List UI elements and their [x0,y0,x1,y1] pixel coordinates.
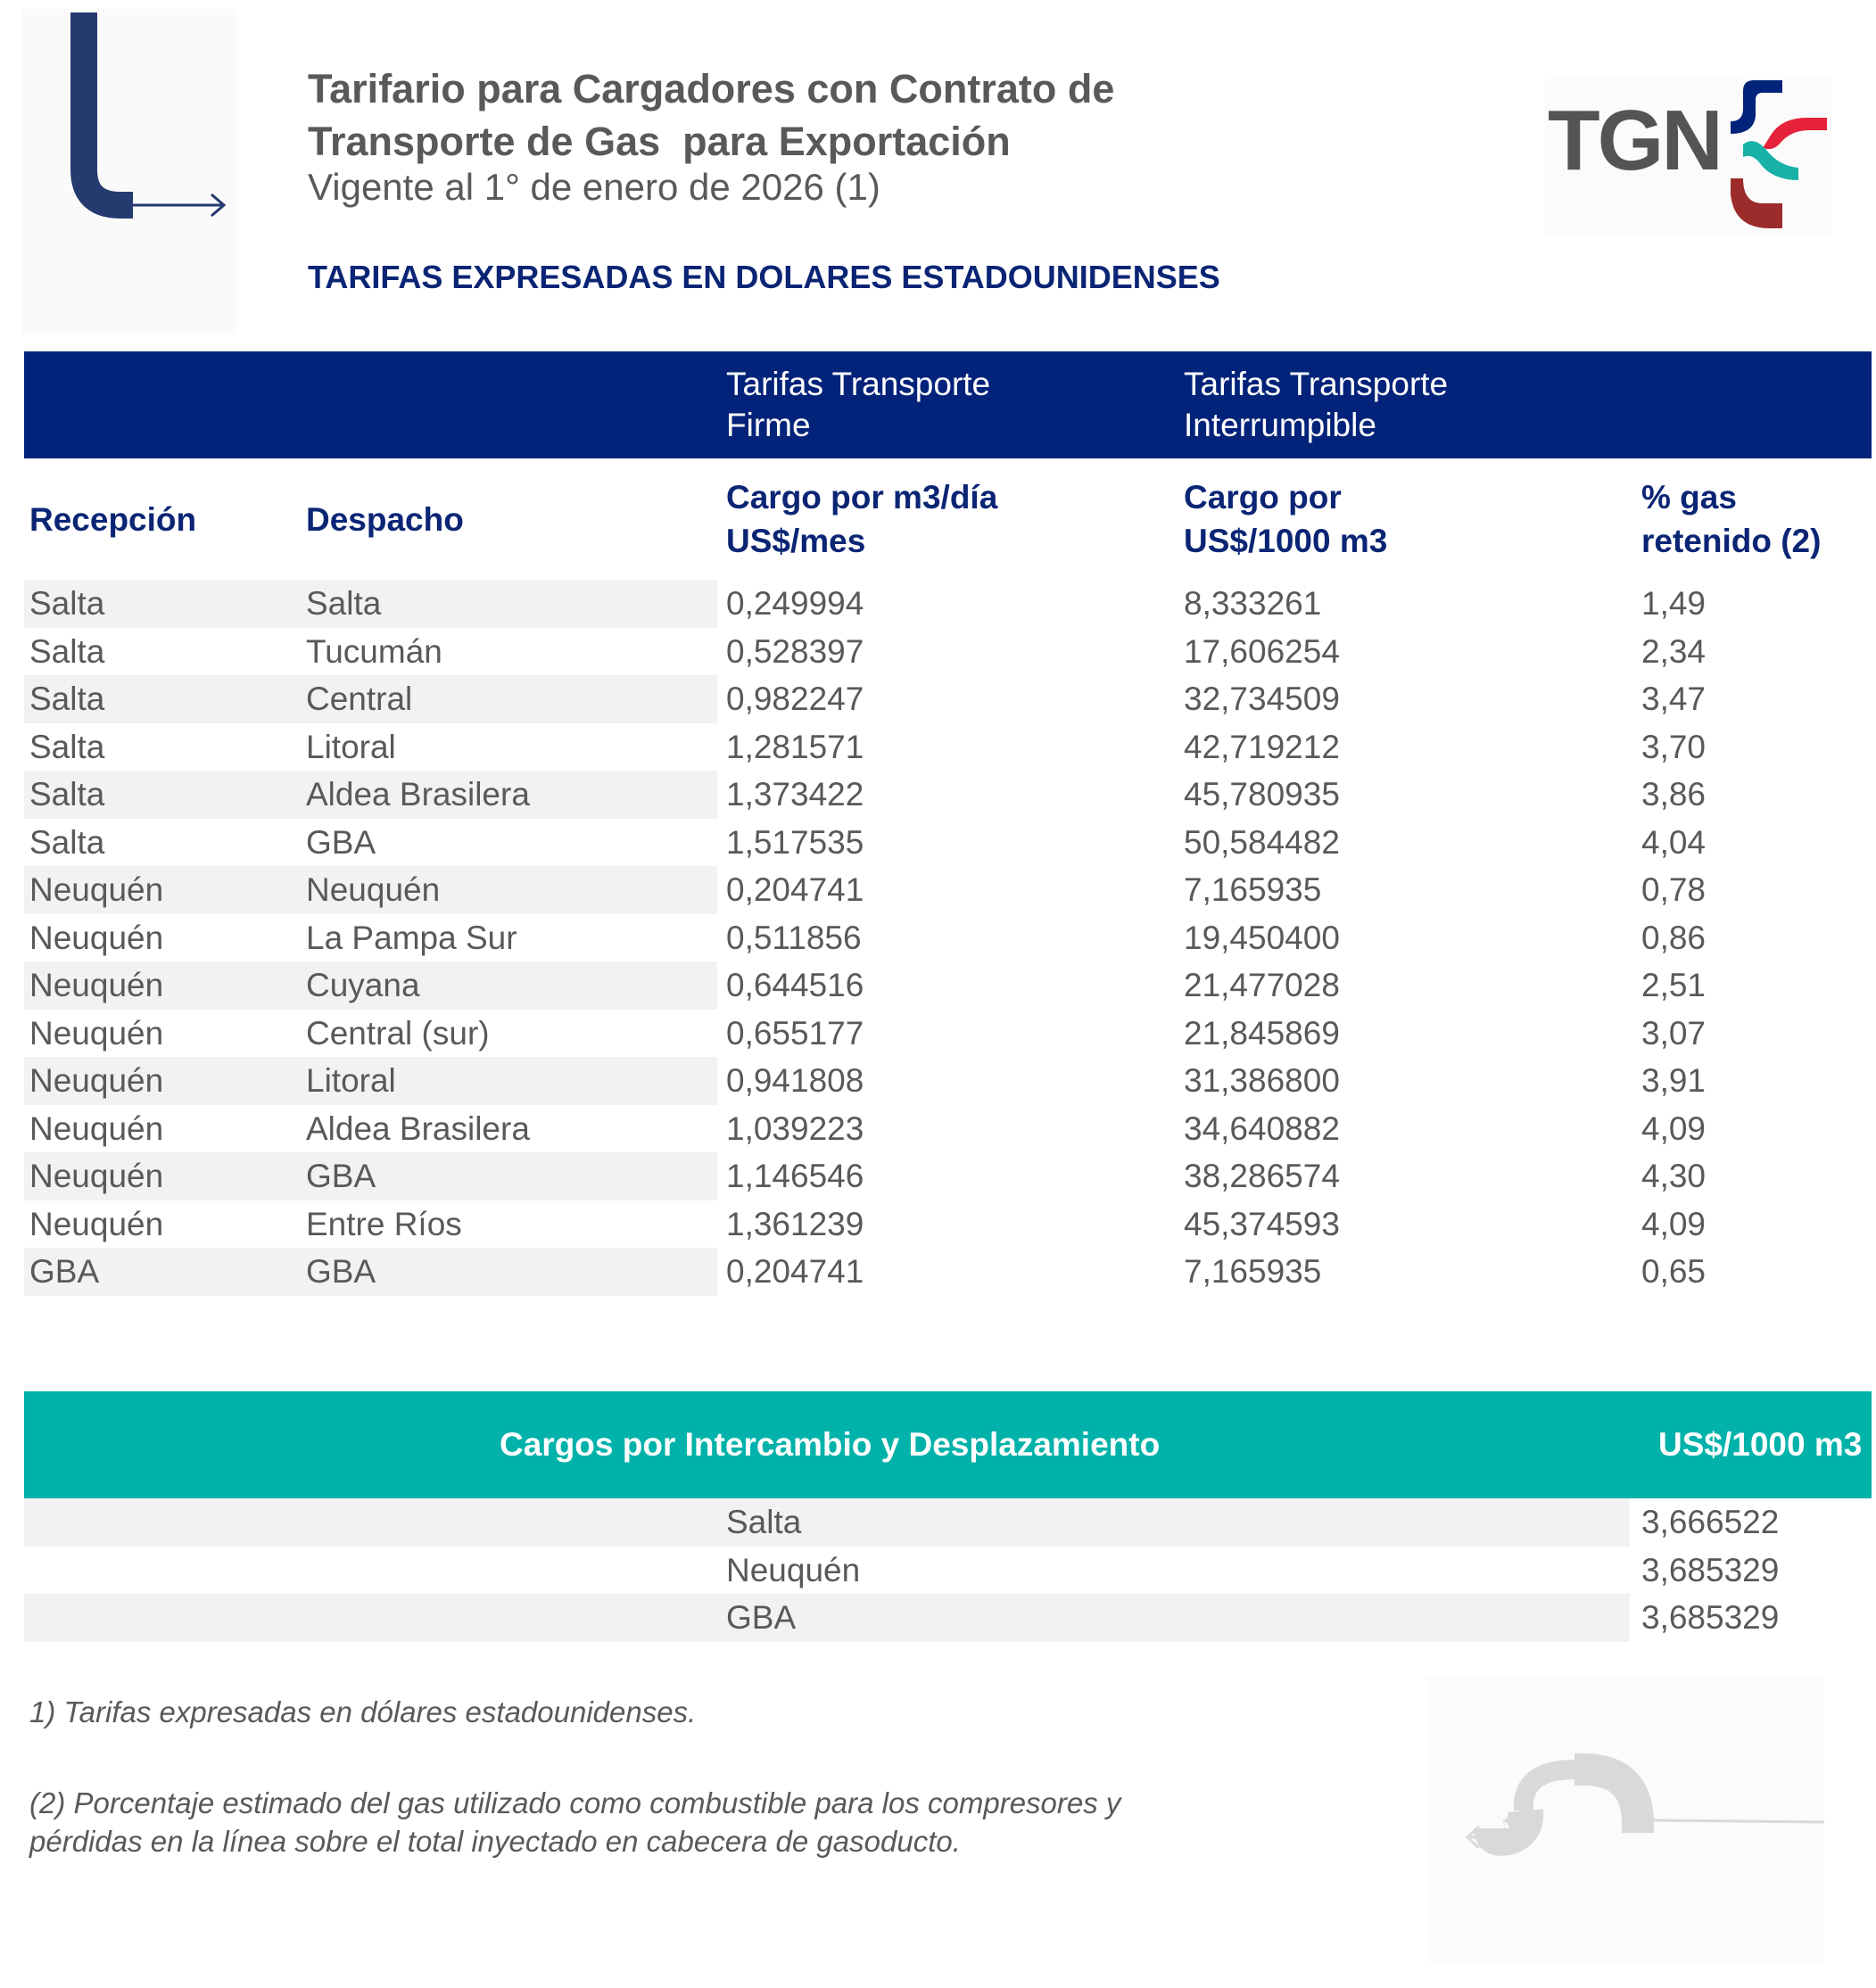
cell-despacho: Entre Ríos [306,1206,462,1242]
tariffs-group-header [24,351,1872,458]
logo-mark-icon [1727,78,1832,235]
cell-cargo-firme: 0,655177 [726,1015,864,1052]
interrumpible-group-header [1184,364,1448,446]
cell-gas-retenido: 3,70 [1641,729,1707,765]
table-row [24,819,1872,867]
cargo-firme-line1: Cargo por m3/día [726,479,998,516]
column-header-gas-retenido [1641,475,1821,563]
firme-header-line1: Tarifas Transporte [726,366,991,402]
cell-cargo-interrumpible: 45,780935 [1184,776,1340,813]
cell-despacho: La Pampa Sur [306,920,517,956]
cell-cargo-interrumpible: 38,286574 [1184,1158,1340,1194]
cell-recepcion: Neuquén [29,920,164,956]
cell-despacho: Cuyana [306,967,420,1003]
cell-recepcion: Neuquén [29,1206,164,1242]
table-row [24,1057,1872,1105]
cell-gas-retenido: 4,09 [1641,1206,1707,1242]
table-row [24,628,1872,676]
table-row [24,914,1872,962]
cell-gas-retenido: 2,51 [1641,967,1707,1003]
cell-cargo-firme: 0,644516 [726,967,864,1003]
cell-despacho: Central [306,681,413,717]
cell-cargo-firme: 0,204741 [726,1253,864,1290]
cell-cargo-interrumpible: 31,386800 [1184,1062,1340,1099]
cell-gas-retenido: 4,09 [1641,1110,1707,1147]
cell-despacho: GBA [306,1158,376,1194]
intercambio-title: Cargos por Intercambio y Desplazamiento [500,1426,1161,1463]
pipe-loop-decoration [1427,1677,1824,1962]
gas-header-line2: retenido (2) [1641,523,1822,559]
pipe-loop-icon [1427,1677,1824,1962]
cell-cargo-firme: 1,146546 [726,1158,864,1194]
cell-recepcion: Salta [29,776,105,813]
cell-cargo-interrumpible: 8,333261 [1184,585,1322,622]
cell-recepcion: Neuquén [29,871,164,908]
cell-cargo-firme: 1,517535 [726,824,864,861]
cell-recepcion: Salta [29,633,105,670]
cell-recepcion: Neuquén [29,967,164,1003]
intercambio-unit: US$/1000 m3 [1658,1426,1863,1463]
column-header-cargo-firme [726,475,997,563]
cell-recepcion: Neuquén [29,1110,164,1147]
table-row [24,771,1872,819]
cell-cargo-firme: 1,039223 [726,1110,864,1147]
firme-header-line2: Firme [726,407,811,443]
cell-recepcion: Neuquén [29,1015,164,1052]
table-row [24,580,1872,628]
page-subtitle: Vigente al 1° de enero de 2026 (1) [308,166,880,208]
cell-cargo-interrumpible: 21,845869 [1184,1015,1340,1052]
cell-cargo-firme: 0,249994 [726,585,864,622]
table-row [24,675,1872,723]
table-row [24,723,1872,771]
pipe-arrow-decoration [22,9,236,334]
interr-header-line2: Interrumpible [1184,407,1376,443]
cell-despacho: Aldea Brasilera [306,1110,530,1147]
cell-cargo-firme: 1,281571 [726,729,864,765]
intercambio-name: Salta [726,1504,802,1540]
section-title: TARIFAS EXPRESADAS EN DOLARES ESTADOUNIDENSES [308,259,1220,295]
intercambio-name: GBA [726,1599,797,1636]
cell-cargo-firme: 0,511856 [726,920,862,956]
cell-recepcion: Neuquén [29,1062,164,1099]
cell-despacho: Salta [306,585,382,622]
cell-cargo-firme: 0,941808 [726,1062,864,1099]
footnote-2-line2: pérdidas en la línea sobre el total inyectado en cabecera de gasoducto. [29,1825,961,1858]
cell-cargo-interrumpible: 42,719212 [1184,729,1340,765]
cell-recepcion: Salta [29,824,105,861]
cell-cargo-firme: 0,204741 [726,871,864,908]
title-line-2: Transporte de Gas para Exportación [308,119,1011,164]
cell-cargo-firme: 1,373422 [726,776,864,813]
cell-gas-retenido: 1,49 [1641,585,1707,622]
cell-cargo-interrumpible: 7,165935 [1184,1253,1322,1290]
intercambio-value: 3,666522 [1641,1504,1780,1540]
cell-recepcion: Salta [29,681,105,717]
intercambio-row [24,1498,1872,1547]
cell-despacho: GBA [306,1253,376,1290]
cell-gas-retenido: 3,47 [1641,681,1707,717]
cell-gas-retenido: 0,65 [1641,1253,1707,1290]
table-row [24,1248,1872,1296]
cell-recepcion: Neuquén [29,1158,164,1194]
cell-gas-retenido: 3,91 [1641,1062,1707,1099]
cell-despacho: Aldea Brasilera [306,776,530,813]
gas-header-line1: % gas [1641,479,1737,516]
cargo-interr-line1: Cargo por [1184,479,1342,516]
cell-recepcion: Salta [29,585,105,622]
cell-gas-retenido: 3,07 [1641,1015,1707,1052]
cell-gas-retenido: 4,04 [1641,824,1707,861]
footnote-2-line1: (2) Porcentaje estimado del gas utilizado como combustible para los compresores y [29,1786,1121,1819]
intercambio-row [24,1547,1872,1595]
cell-cargo-interrumpible: 19,450400 [1184,920,1340,956]
cell-despacho: Tucumán [306,633,442,670]
interr-header-line1: Tarifas Transporte [1184,366,1449,402]
table-row [24,1200,1872,1249]
column-header-cargo-interrumpible [1184,475,1387,563]
table-row [24,866,1872,914]
cell-cargo-interrumpible: 17,606254 [1184,633,1340,670]
intercambio-value: 3,685329 [1641,1599,1780,1636]
tgn-logo [1545,78,1832,235]
cell-gas-retenido: 0,78 [1641,871,1707,908]
cell-cargo-interrumpible: 7,165935 [1184,871,1322,908]
cargo-interr-line2: US$/1000 m3 [1184,523,1388,559]
cell-gas-retenido: 3,86 [1641,776,1707,813]
cell-cargo-interrumpible: 34,640882 [1184,1110,1340,1147]
logo-text: TGN [1548,93,1721,188]
cargo-firme-line2: US$/mes [726,523,866,559]
cell-recepcion: GBA [29,1253,100,1290]
intercambio-value: 3,685329 [1641,1552,1780,1588]
cell-despacho: Neuquén [306,871,441,908]
cell-cargo-interrumpible: 45,374593 [1184,1206,1340,1242]
cell-cargo-firme: 1,361239 [726,1206,864,1242]
cell-cargo-interrumpible: 21,477028 [1184,967,1340,1003]
cell-gas-retenido: 4,30 [1641,1158,1707,1194]
cell-cargo-interrumpible: 50,584482 [1184,824,1340,861]
intercambio-row [24,1594,1872,1642]
table-row [24,1010,1872,1058]
footnote-2 [29,1784,1120,1860]
cell-despacho: Litoral [306,1062,396,1099]
cell-gas-retenido: 2,34 [1641,633,1707,670]
intercambio-name: Neuquén [726,1552,861,1588]
cell-cargo-firme: 0,528397 [726,633,864,670]
page-title [308,62,1114,168]
pipe-arrow-icon [22,9,236,334]
table-row [24,961,1872,1010]
table-row [24,1152,1872,1200]
intercambio-header [24,1391,1872,1498]
cell-recepcion: Salta [29,729,105,765]
cell-despacho: GBA [306,824,376,861]
cell-cargo-interrumpible: 32,734509 [1184,681,1340,717]
firme-group-header [726,364,990,446]
title-line-1: Tarifario para Cargadores con Contrato de [308,66,1115,111]
cell-gas-retenido: 0,86 [1641,920,1707,956]
cell-despacho: Central (sur) [306,1015,490,1052]
cell-cargo-firme: 0,982247 [726,681,864,717]
column-header-despacho: Despacho [306,501,464,538]
column-header-recepcion: Recepción [29,501,197,538]
table-row [24,1105,1872,1153]
cell-despacho: Litoral [306,729,396,765]
footnote-1: 1) Tarifas expresadas en dólares estadounidenses. [29,1695,697,1728]
